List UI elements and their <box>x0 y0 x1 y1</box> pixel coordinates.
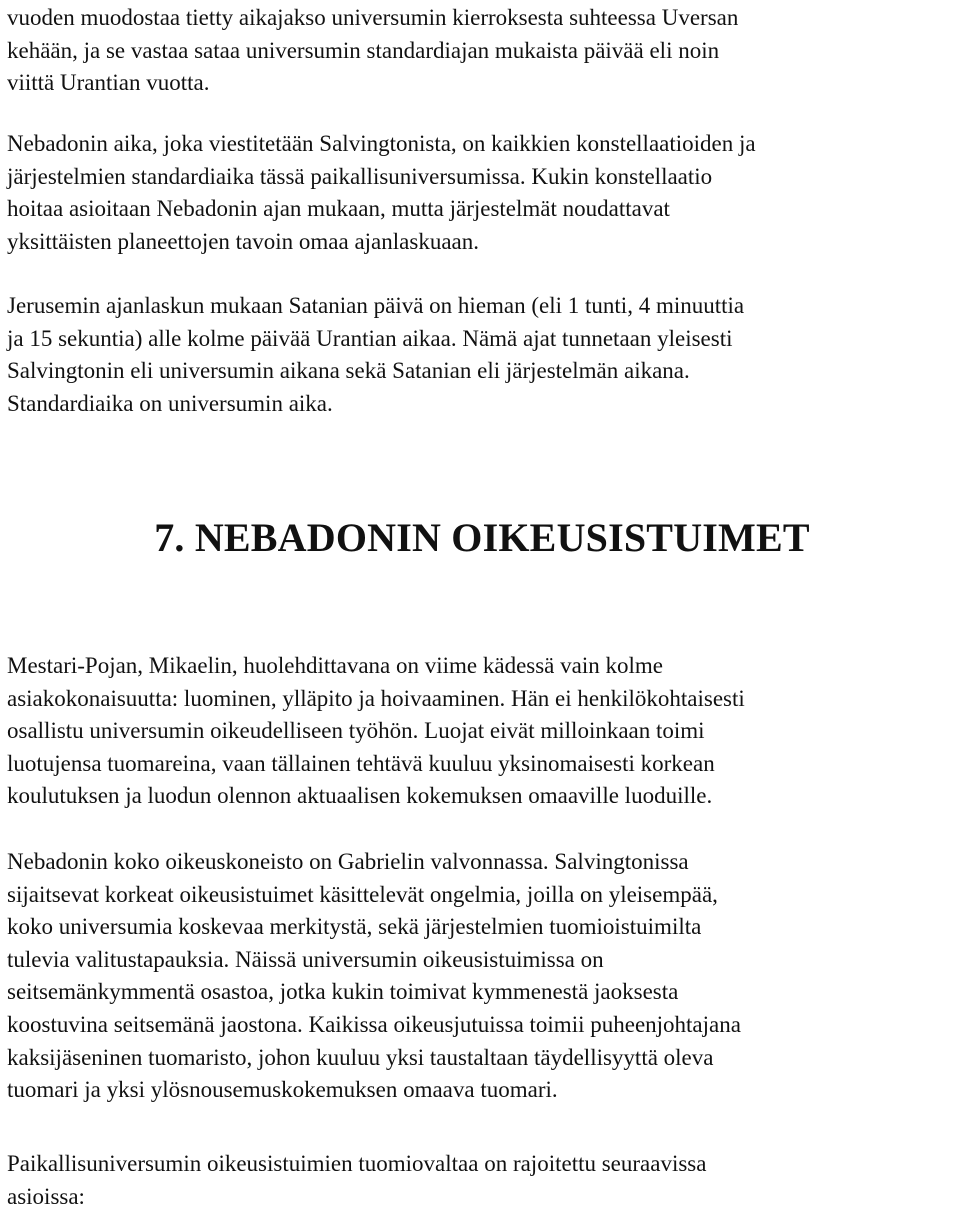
text-line: Standardiaika on universumin aika. <box>7 390 333 416</box>
text-line: Mestari-Pojan, Mikaelin, huolehdittavana on viime kädessä vain kolme <box>7 653 663 678</box>
text-line: luotujensa tuomareina, vaan tällainen tehtävä kuuluu yksinomaisesti korkean <box>7 750 715 776</box>
paragraph-nebadon-time <box>7 128 756 258</box>
text-line: osallistu universumin oikeudelliseen työhön. Luojat eivät milloinkaan toimi <box>7 718 705 744</box>
text-line: tulevia valitustapauksia. Näissä universumin oikeusistuimissa on <box>7 946 604 972</box>
text-line: koulutuksen ja luodun olennon aktuaalisen kokemuksen omaaville luoduille. <box>7 783 713 809</box>
text-line: koko universumia koskevaa merkitystä, sekä järjestelmien tuomioistuimilta <box>7 914 702 940</box>
paragraph-judicial-system <box>7 846 741 1107</box>
text-line: kehään, ja se vastaa sataa universumin standardiajan mukaista päivää eli noin <box>7 37 720 63</box>
text-line: asioissa: <box>7 1183 85 1209</box>
text-line: Nebadonin aika, joka viestitetään Salvingtonista, on kaikkien konstellaatioiden ja <box>7 131 756 156</box>
text-line: viittä Urantian vuotta. <box>7 70 210 96</box>
text-line: yksittäisten planeettojen tavoin omaa ajanlaskuaan. <box>7 228 479 254</box>
text-line: koostuvina seitsemänä jaostona. Kaikissa oikeusjutuissa toimii puheenjohtajana <box>7 1011 741 1037</box>
paragraph-jerusem-time <box>7 290 744 420</box>
text-line: Salvingtonin eli universumin aikana sekä Satanian eli järjestelmän aikana. <box>7 358 690 384</box>
section-heading: 7. NEBADONIN OIKEUSISTUIMET <box>154 515 810 560</box>
text-line: asiakokonaisuutta: luominen, ylläpito ja hoivaaminen. Hän ei henkilökohtaisesti <box>7 685 745 711</box>
paragraph-uversa-orbit <box>7 2 738 100</box>
paragraph-master-son <box>7 650 745 813</box>
text-line: Paikallisuniversumin oikeusistuimien tuomiovaltaa on rajoitettu seuraavissa <box>7 1151 707 1176</box>
text-line: sijaitsevat korkeat oikeusistuimet käsittelevät ongelmia, joilla on yleisempää, <box>7 881 718 907</box>
text-line: järjestelmien standardiaika tässä paikallisuniversumissa. Kukin konstellaatio <box>7 163 713 189</box>
text-line: kaksijäseninen tuomaristo, johon kuuluu yksi taustaltaan täydellisyyttä oleva <box>7 1044 714 1070</box>
text-line: hoitaa asioitaan Nebadonin ajan mukaan, mutta järjestelmät noudattavat <box>7 196 670 222</box>
text-line: vuoden muodostaa tietty aikajakso universumin kierroksesta suhteessa Uversan <box>7 5 739 30</box>
paragraph-jurisdiction <box>7 1148 706 1213</box>
text-line: ja 15 sekuntia) alle kolme päivää Urantian aikaa. Nämä ajat tunnetaan yleisesti <box>7 325 733 351</box>
text-line: tuomari ja yksi ylösnousemuskokemuksen omaava tuomari. <box>7 1077 558 1103</box>
text-line: Jerusemin ajanlaskun mukaan Satanian päivä on hieman (eli 1 tunti, 4 minuuttia <box>7 293 745 318</box>
text-line: Nebadonin koko oikeuskoneisto on Gabrielin valvonnassa. Salvingtonissa <box>7 849 689 874</box>
text-line: seitsemänkymmentä osastoa, jotka kukin toimivat kymmenestä jaoksesta <box>7 979 679 1005</box>
